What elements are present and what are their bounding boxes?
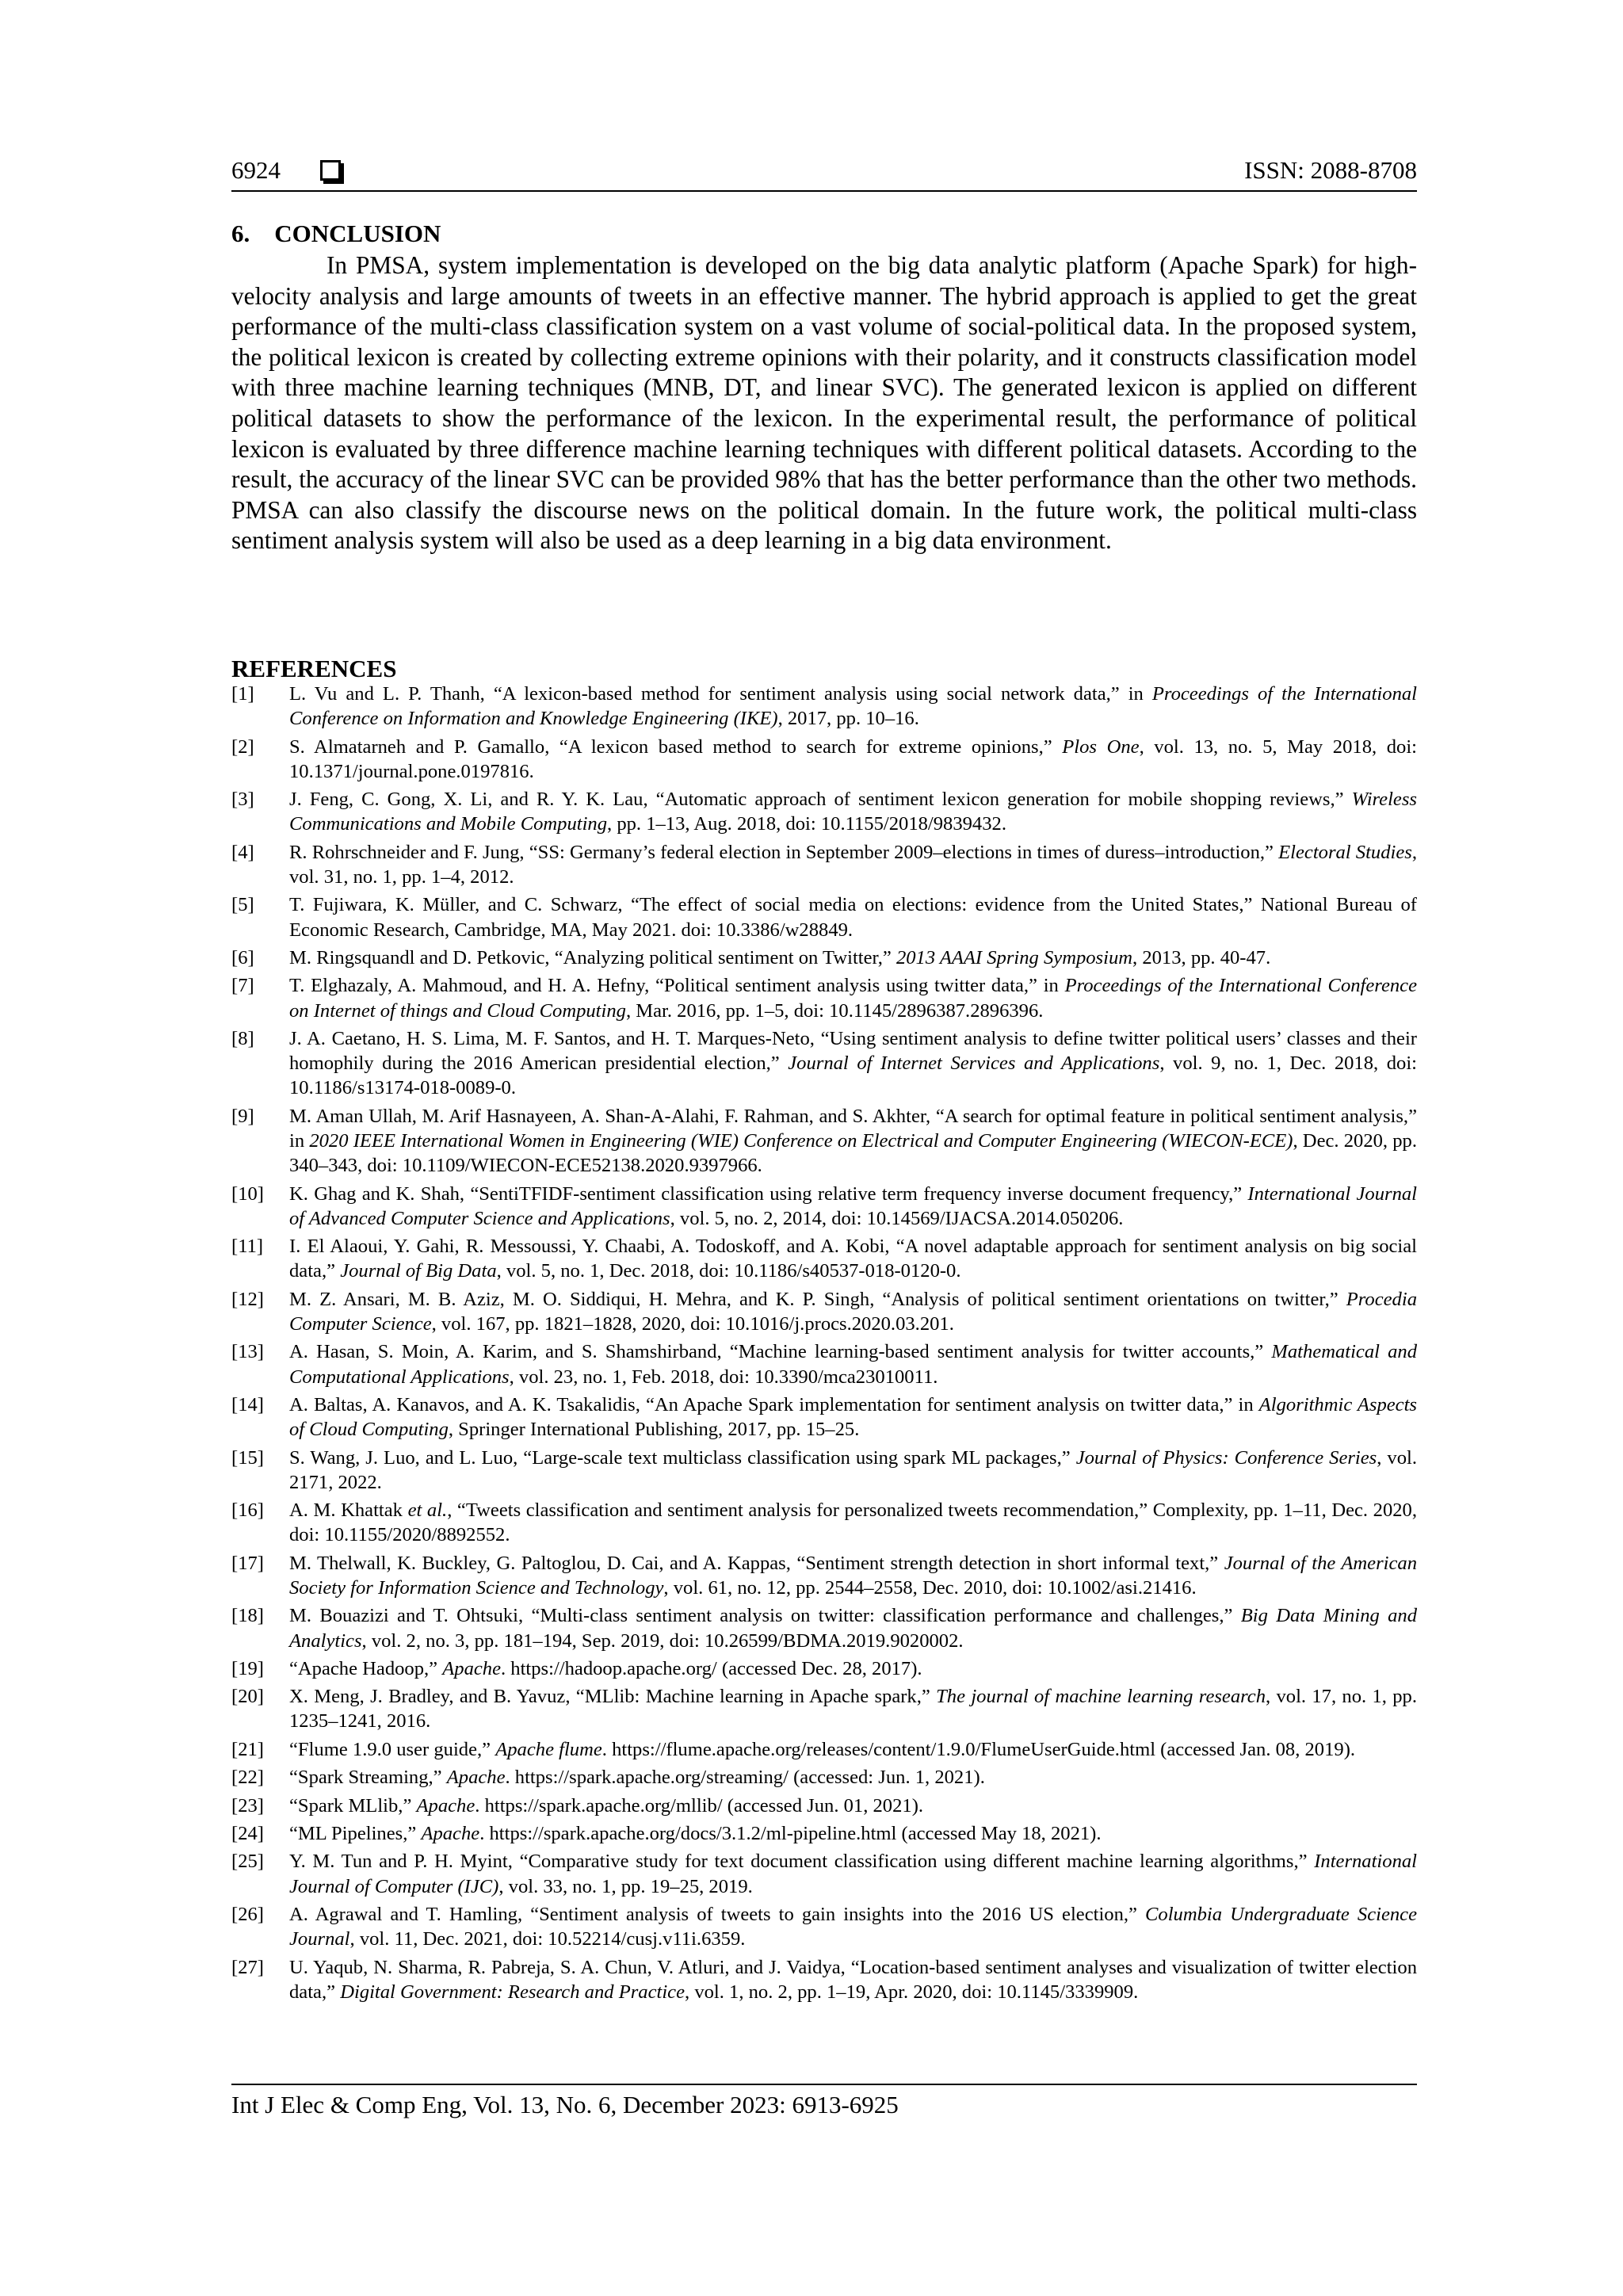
reference-text — [289, 1821, 1417, 1846]
reference-number: [24] — [231, 1823, 264, 1845]
reference-text — [289, 1902, 1417, 1951]
reference-source-title: Journal of Internet Services and Applications — [788, 1052, 1160, 1075]
reference-item — [231, 1955, 1417, 2004]
reference-item — [231, 973, 1417, 1022]
reference-text-part: S. Wang, J. Luo, and L. Luo, “Large-scale text multiclass classification using spark ML packages,” — [289, 1446, 1076, 1469]
square-bullet-icon — [320, 160, 341, 181]
references-list — [231, 682, 1417, 2008]
reference-number: [3] — [231, 789, 254, 811]
reference-source-title: 2013 AAAI Spring Symposium — [896, 946, 1133, 968]
reference-number: [7] — [231, 975, 254, 997]
reference-item — [231, 892, 1417, 942]
reference-text-part: , vol. 61, no. 12, pp. 2544–2558, Dec. 2010, doi: 10.1002/asi.21416. — [663, 1576, 1197, 1599]
reference-text-part: , vol. 33, no. 1, pp. 19–25, 2019. — [498, 1875, 753, 1897]
reference-text-part: , vol. 31, no. 1, pp. 1–4, 2012. — [289, 841, 1418, 888]
reference-number: [18] — [231, 1605, 264, 1627]
reference-text-part: K. Ghag and K. Shah, “SentiTFIDF-sentiment classification using relative term frequency inverse document frequency,” — [289, 1182, 1248, 1205]
page-number: 6924 — [231, 156, 281, 184]
reference-number: [11] — [231, 1236, 264, 1258]
reference-text — [289, 1737, 1417, 1762]
reference-number: [6] — [231, 946, 254, 968]
reference-item — [231, 1339, 1417, 1389]
reference-text — [289, 1551, 1417, 1600]
reference-source-title: et al. — [407, 1499, 448, 1522]
reference-text — [289, 840, 1417, 889]
reference-text — [289, 1234, 1417, 1283]
reference-text — [289, 1849, 1417, 1898]
reference-item — [231, 1551, 1417, 1600]
reference-item — [231, 682, 1417, 731]
reference-text-part: R. Rohrschneider and F. Jung, “SS: Germany’s federal election in September 2009–elections in times of duress–introduction,” — [289, 841, 1279, 863]
reference-item — [231, 1498, 1417, 1547]
reference-text-part: M. Aman Ullah, M. Arif Hasnayeen, A. Shan-A-Alahi, F. Rahman, and S. Akhter, “A search for optimal feature in political sentiment analysis,” in — [289, 1105, 1417, 1152]
reference-number: [9] — [231, 1105, 254, 1127]
reference-item — [231, 1446, 1417, 1495]
reference-text-part: M. Z. Ansari, M. B. Aziz, M. O. Siddiqui, H. Mehra, and K. P. Singh, “Analysis of political sentiment orientations on twitter,” — [289, 1288, 1346, 1310]
reference-number: [21] — [231, 1738, 264, 1760]
reference-item — [231, 735, 1417, 784]
reference-source-title: Digital Government: Research and Practice — [340, 1981, 685, 2003]
reference-text-part: J. Feng, C. Gong, X. Li, and R. Y. K. Lau, “Automatic approach of sentiment lexicon generation for mobile shopping reviews,” — [289, 789, 1352, 811]
reference-item — [231, 1603, 1417, 1652]
reference-number: [19] — [231, 1657, 264, 1679]
reference-text — [289, 1182, 1417, 1231]
reference-number: [10] — [231, 1182, 264, 1205]
reference-item — [231, 1765, 1417, 1790]
reference-source-title: Apache — [421, 1823, 480, 1845]
reference-number: [22] — [231, 1767, 264, 1789]
reference-item — [231, 1902, 1417, 1951]
reference-source-title: Proceedings of the International Conference on Internet of things and Cloud Computing — [289, 975, 1417, 1022]
reference-text-part: , pp. 1–13, Aug. 2018, doi: 10.1155/2018/9839432. — [607, 813, 1006, 835]
reference-text-part: , vol. 2171, 2022. — [289, 1446, 1417, 1493]
reference-number: [8] — [231, 1027, 254, 1049]
reference-text-part: , vol. 167, pp. 1821–1828, 2020, doi: 10.1016/j.procs.2020.03.201. — [431, 1312, 954, 1335]
conclusion-paragraph: In PMSA, system implementation is developed on the big data analytic platform (Apache Spark) for high-velocity analysis and large amounts of tweets in an effective manner. The hybrid approach is applied to get the great performance of the multi-class classification system on a vast volume of social-political data. In the proposed system, the political lexicon is created by collecting extreme opinions with their polarity, and it constructs classification model with three machine learning techniques (MNB, DT, and linear SVC). The generated lexicon is applied on different political datasets to show the performance of the lexicon. In the experimental result, the performance of political lexicon is evaluated by three difference machine learning techniques with different political datasets. According to the result, the accuracy of the linear SVC can be provided 98% that has the better performance than the other two methods. PMSA can also classify the discourse news on the political domain. In the future work, the political multi-class sentiment analysis system will also be used as a deep learning in a big data environment. — [231, 251, 1417, 555]
reference-item — [231, 1392, 1417, 1442]
reference-text-part: . https://spark.apache.org/mllib/ (accessed Jun. 01, 2021). — [475, 1794, 924, 1817]
reference-text-part: . https://spark.apache.org/streaming/ (accessed: Jun. 1, 2021). — [505, 1767, 985, 1789]
reference-text — [289, 1794, 1417, 1818]
reference-source-title: International Journal of Advanced Computer Science and Applications — [289, 1182, 1417, 1229]
reference-text-part: “Spark Streaming,” — [289, 1767, 447, 1789]
reference-source-title: Apache flume — [495, 1738, 602, 1760]
reference-source-title: Journal of Physics: Conference Series — [1075, 1446, 1377, 1469]
reference-text — [289, 682, 1417, 731]
reference-source-title: Wireless Communications and Mobile Computing — [289, 789, 1417, 835]
reference-item — [231, 787, 1417, 836]
reference-text-part: T. Fujiwara, K. Müller, and C. Schwarz, “The effect of social media on elections: evidence from the United States,” National Bureau of Economic Research, Cambridge, MA, May 2021. doi: 10.3386/w28849. — [289, 894, 1417, 941]
reference-text — [289, 973, 1417, 1022]
page-header — [231, 155, 1417, 192]
reference-source-title: 2020 IEEE International Women in Engineering (WIE) Conference on Electrical and Computer Engineering (WIECON-ECE) — [309, 1129, 1293, 1152]
reference-text — [289, 735, 1417, 784]
reference-number: [2] — [231, 735, 254, 758]
reference-text-part: U. Yaqub, N. Sharma, R. Pabreja, S. A. Chun, V. Atluri, and J. Vaidya, “Location-based sentiment analyses and visualization of twitter election data,” — [289, 1956, 1417, 2003]
reference-source-title: Apache — [416, 1794, 475, 1817]
reference-item — [231, 1656, 1417, 1681]
reference-number: [25] — [231, 1851, 264, 1873]
reference-number: [12] — [231, 1288, 264, 1310]
reference-number: [4] — [231, 841, 254, 863]
reference-text — [289, 1026, 1417, 1101]
reference-source-title: Plos One — [1062, 735, 1140, 758]
reference-text-part: L. Vu and L. P. Thanh, “A lexicon-based method for sentiment analysis using social network data,” in — [289, 683, 1152, 705]
reference-text-part: “Spark MLlib,” — [289, 1794, 417, 1817]
reference-text-part: A. Hasan, S. Moin, A. Karim, and S. Shamshirband, “Machine learning-based sentiment analysis for twitter accounts,” — [289, 1341, 1272, 1363]
reference-text — [289, 946, 1417, 970]
reference-text-part: . https://hadoop.apache.org/ (accessed Dec. 28, 2017). — [501, 1657, 922, 1679]
reference-item — [231, 1849, 1417, 1898]
reference-text — [289, 1498, 1417, 1547]
reference-text-part: , 2013, pp. 40-47. — [1132, 946, 1271, 968]
reference-item — [231, 1287, 1417, 1336]
reference-item — [231, 946, 1417, 970]
reference-text-part: I. El Alaoui, Y. Gahi, R. Messoussi, Y. Chaabi, A. Todoskoff, and A. Kobi, “A novel adaptable approach for sentiment analysis on big social data,” — [289, 1236, 1417, 1282]
reference-text — [289, 1287, 1417, 1336]
reference-source-title: Journal of Big Data — [340, 1260, 497, 1282]
reference-text-part: A. Baltas, A. Kanavos, and A. K. Tsakalidis, “An Apache Spark implementation for sentiment analysis on twitter data,” in — [289, 1393, 1259, 1415]
reference-number: [16] — [231, 1499, 264, 1522]
reference-item — [231, 1104, 1417, 1179]
reference-text-part: “ML Pipelines,” — [289, 1823, 422, 1845]
reference-source-title: Journal of the American Society for Information Science and Technology — [289, 1552, 1417, 1599]
reference-item — [231, 1026, 1417, 1101]
reference-text-part: , “Tweets classification and sentiment analysis for personalized tweets recommendation,” Complexity, pp. 1–11, Dec. 2020, doi: 10.1155/2020/8892552. — [289, 1499, 1417, 1546]
reference-text-part: , vol. 23, no. 1, Feb. 2018, doi: 10.3390/mca23010011. — [509, 1366, 938, 1388]
issn-label: ISSN: 2088-8708 — [1244, 156, 1417, 184]
reference-text — [289, 1955, 1417, 2004]
reference-text-part: M. Ringsquandl and D. Petkovic, “Analyzing political sentiment on Twitter,” — [289, 946, 896, 968]
reference-text — [289, 1392, 1417, 1442]
reference-text-part: , vol. 2, no. 3, pp. 181–194, Sep. 2019, doi: 10.26599/BDMA.2019.9020002. — [361, 1629, 964, 1652]
reference-text — [289, 1339, 1417, 1389]
reference-text-part: , vol. 17, no. 1, pp. 1235–1241, 2016. — [289, 1686, 1417, 1733]
reference-text — [289, 1684, 1417, 1733]
reference-text — [289, 1656, 1417, 1681]
reference-text-part: X. Meng, J. Bradley, and B. Yavuz, “MLlib: Machine learning in Apache spark,” — [289, 1686, 937, 1708]
reference-text-part: . https://spark.apache.org/docs/3.1.2/ml-pipeline.html (accessed May 18, 2021). — [479, 1823, 1102, 1845]
reference-text-part: M. Bouazizi and T. Ohtsuki, “Multi-class sentiment analysis on twitter: classification performance and challenges,” — [289, 1605, 1241, 1627]
reference-text — [289, 1765, 1417, 1790]
reference-number: [23] — [231, 1794, 264, 1817]
reference-text-part: “Apache Hadoop,” — [289, 1657, 443, 1679]
reference-source-title: Electoral Studies — [1278, 841, 1412, 863]
reference-text-part: Y. M. Tun and P. H. Myint, “Comparative study for text document classification using different machine learning algorithms,” — [289, 1851, 1315, 1873]
reference-text-part: , vol. 5, no. 1, Dec. 2018, doi: 10.1186/s40537-018-0120-0. — [496, 1260, 961, 1282]
reference-text — [289, 787, 1417, 836]
footer-citation: Int J Elec & Comp Eng, Vol. 13, No. 6, December 2023: 6913-6925 — [231, 2091, 899, 2118]
reference-number: [20] — [231, 1686, 264, 1708]
reference-source-title: Big Data Mining and Analytics — [289, 1605, 1417, 1652]
reference-text-part: M. Thelwall, K. Buckley, G. Paltoglou, D. Cai, and A. Kappas, “Sentiment strength detection in short informal text,” — [289, 1552, 1224, 1574]
reference-number: [26] — [231, 1904, 264, 1926]
reference-number: [13] — [231, 1341, 264, 1363]
reference-text — [289, 1446, 1417, 1495]
reference-item — [231, 1737, 1417, 1762]
reference-text-part: , vol. 1, no. 2, pp. 1–19, Apr. 2020, doi: 10.1145/3339909. — [685, 1981, 1139, 2003]
reference-source-title: The journal of machine learning research — [936, 1686, 1266, 1708]
reference-text — [289, 1603, 1417, 1652]
reference-text-part: S. Almatarneh and P. Gamallo, “A lexicon based method to search for extreme opinions,” — [289, 735, 1063, 758]
reference-item — [231, 1821, 1417, 1846]
reference-text-part: A. Agrawal and T. Hamling, “Sentiment analysis of tweets to gain insights into the 2016 US election,” — [289, 1904, 1146, 1926]
reference-item — [231, 1182, 1417, 1231]
reference-source-title: Procedia Computer Science — [289, 1288, 1417, 1335]
reference-source-title: Apache — [446, 1767, 506, 1789]
reference-item — [231, 1684, 1417, 1733]
reference-item — [231, 1234, 1417, 1283]
reference-text-part: “Flume 1.9.0 user guide,” — [289, 1738, 496, 1760]
reference-text — [289, 892, 1417, 942]
reference-number: [27] — [231, 1956, 264, 1978]
reference-text — [289, 1104, 1417, 1179]
reference-number: [14] — [231, 1393, 264, 1415]
reference-text-part: T. Elghazaly, A. Mahmoud, and H. A. Hefny, “Political sentiment analysis using twitter data,” in — [289, 975, 1065, 997]
reference-number: [17] — [231, 1552, 264, 1574]
reference-text-part: , vol. 11, Dec. 2021, doi: 10.52214/cusj.v11i.6359. — [349, 1928, 746, 1950]
reference-source-title: Apache — [442, 1657, 501, 1679]
reference-text-part: J. A. Caetano, H. S. Lima, M. F. Santos, and H. T. Marques-Neto, “Using sentiment analysis to define twitter political users’ classes and their homophily during the 2016 American presidential election,” — [289, 1027, 1417, 1075]
reference-source-title: Mathematical and Computational Applications — [289, 1341, 1417, 1388]
reference-source-title: Columbia Undergraduate Science Journal — [289, 1904, 1417, 1950]
reference-source-title: Algorithmic Aspects of Cloud Computing — [289, 1393, 1418, 1441]
reference-text-part: , Springer International Publishing, 2017, pp. 15–25. — [448, 1419, 860, 1441]
reference-source-title: Proceedings of the International Conference on Information and Knowledge Engineering (IKE) — [289, 683, 1417, 730]
references-heading: REFERENCES — [231, 655, 397, 682]
section-heading: 6. CONCLUSION — [231, 220, 441, 247]
reference-text-part: A. M. Khattak — [289, 1499, 408, 1522]
footer-divider — [231, 2084, 1417, 2085]
reference-number: [15] — [231, 1446, 264, 1469]
reference-text-part: , vol. 13, no. 5, May 2018, doi: 10.1371/journal.pone.0197816. — [289, 735, 1417, 782]
reference-text-part: , Dec. 2020, pp. 340–343, doi: 10.1109/WIECON-ECE52138.2020.9397966. — [289, 1129, 1418, 1177]
reference-number: [5] — [231, 894, 254, 916]
reference-item — [231, 1794, 1417, 1818]
reference-text-part: , 2017, pp. 10–16. — [777, 708, 919, 730]
reference-number: [1] — [231, 683, 254, 705]
reference-text-part: , vol. 9, no. 1, Dec. 2018, doi: 10.1186/s13174-018-0089-0. — [289, 1052, 1417, 1099]
reference-text-part: . https://flume.apache.org/releases/content/1.9.0/FlumeUserGuide.html (accessed Jan. 08, 2019). — [601, 1738, 1356, 1760]
reference-source-title: International Journal of Computer (IJC) — [289, 1851, 1417, 1897]
reference-text-part: , Mar. 2016, pp. 1–5, doi: 10.1145/2896387.2896396. — [625, 999, 1044, 1022]
reference-text-part: , vol. 5, no. 2, 2014, doi: 10.14569/IJACSA.2014.050206. — [670, 1207, 1124, 1229]
reference-item — [231, 840, 1417, 889]
